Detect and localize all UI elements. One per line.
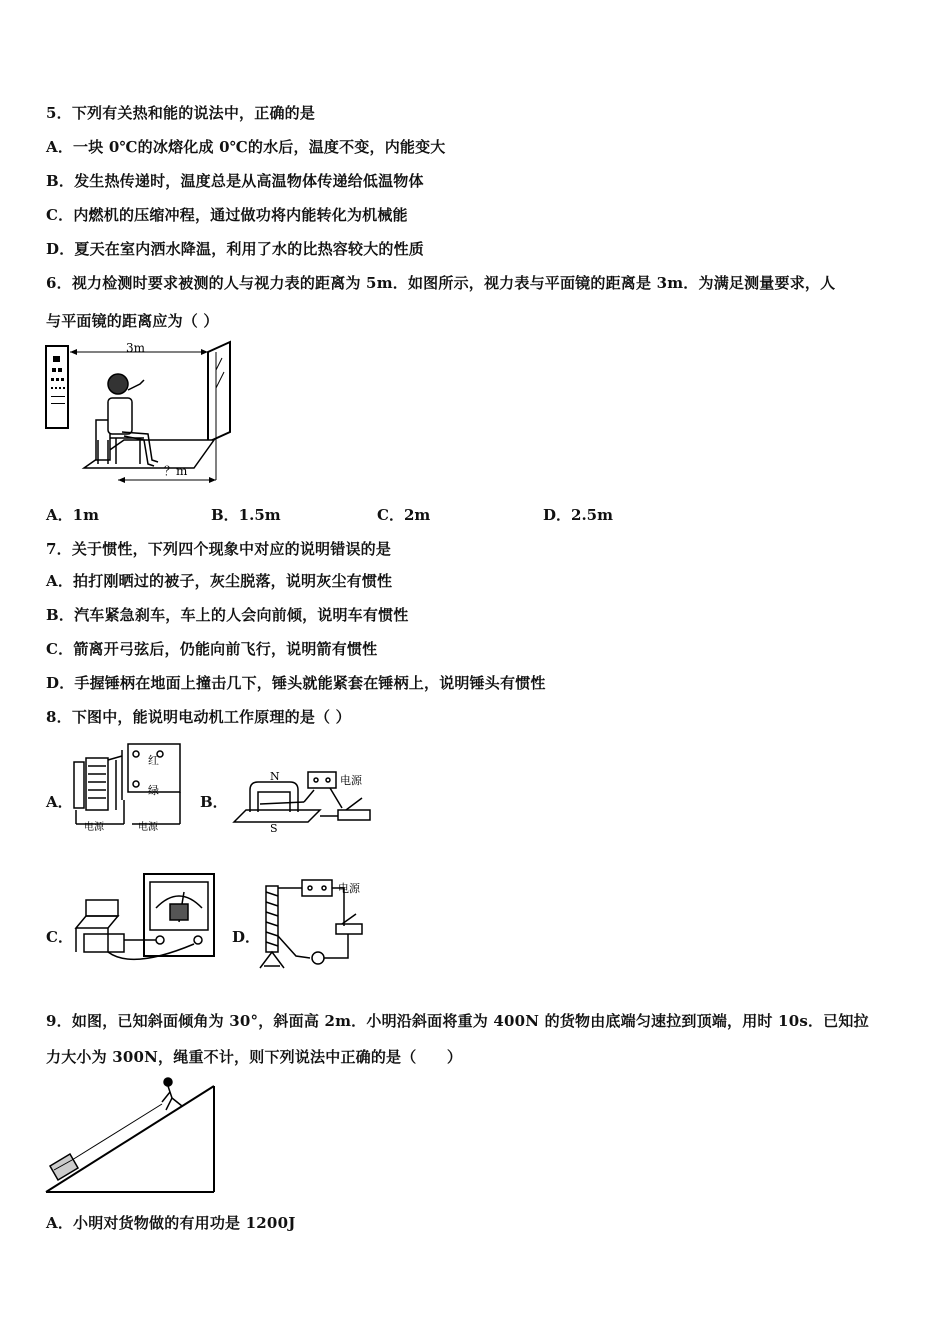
- q6-option-b: B．1.5m: [211, 506, 281, 524]
- q8-a-power-label-1: 电源: [84, 822, 104, 833]
- q6-bottom-distance-label: ？m: [164, 464, 188, 478]
- q8-b-north-label: N: [270, 770, 280, 783]
- cargo-box: [50, 1154, 78, 1180]
- plane-mirror: [208, 342, 230, 442]
- q8-option-d-label: D．: [232, 928, 261, 946]
- q7-option-b: B．汽车紧急刹车，车上的人会向前倾，说明车有惯性: [46, 606, 409, 624]
- q7-option-d: D．手握锤柄在地面上撞击几下，锤头就能紧套在锤柄上，说明锤头有惯性: [46, 674, 546, 692]
- q8-option-c-label: C．: [46, 928, 73, 946]
- q8-stem: 8．下图中，能说明电动机工作原理的是（ ）: [46, 708, 351, 726]
- q8-d-power-label: 电源: [338, 882, 360, 895]
- q7-option-c: C．箭离开弓弦后，仍能向前飞行，说明箭有惯性: [46, 640, 378, 658]
- q8-option-b-label: B．: [200, 793, 228, 811]
- q8-option-a-label: A．: [46, 793, 73, 811]
- q9-stem-line1: 9．如图，已知斜面倾角为 30°，斜面高 2m．小明沿斜面将重为 400N 的货物由底端匀速拉到顶端，用时 10s．已知拉: [46, 1012, 869, 1030]
- q8-a-red-lamp-label: 红: [148, 754, 159, 767]
- q9-option-a: A．小明对货物做的有用功是 1200J: [46, 1214, 296, 1232]
- pull-rope: [72, 1104, 162, 1160]
- q6-option-c: C．2m: [377, 506, 431, 524]
- q5-option-d: D．夏天在室内洒水降温，利用了水的比热容较大的性质: [46, 240, 425, 258]
- q9-incline-figure: [44, 1076, 220, 1196]
- q6-option-d: D．2.5m: [543, 506, 613, 524]
- q8-b-power-label: 电源: [340, 774, 362, 787]
- q5-option-c: C．内燃机的压缩冲程，通过做功将内能转化为机械能: [46, 206, 408, 224]
- q6-top-distance-label: 3m: [126, 341, 146, 355]
- q7-stem: 7．关于惯性，下列四个现象中对应的说明错误的是: [46, 540, 392, 558]
- q8-a-green-lamp-label: 绿: [148, 784, 159, 797]
- q8-figure-d-electromagnet: [256, 876, 370, 972]
- q8-figure-b-magnet-circuit: [230, 768, 376, 834]
- q8-figure-a-relay-circuit: [70, 740, 184, 832]
- q8-figure-c-galvanometer: [72, 870, 222, 972]
- q5-option-a: A．一块 0℃的冰熔化成 0℃的水后，温度不变，内能变大: [46, 138, 446, 156]
- q6-stem-line1: 6．视力检测时要求被测的人与视力表的距离为 5m．如图所示，视力表与平面镜的距离是 3m．为满足测量要求，人: [46, 274, 836, 292]
- q7-option-a: A．拍打刚晒过的被子，灰尘脱落，说明灰尘有惯性: [46, 572, 393, 590]
- q9-stem-line2: 力大小为 300N，绳重不计，则下列说法中正确的是（ ）: [46, 1048, 463, 1066]
- q6-eye-test-figure: [44, 340, 244, 490]
- q5-stem: 5．下列有关热和能的说法中，正确的是: [46, 104, 316, 122]
- q8-b-south-label: S: [270, 822, 278, 835]
- q8-a-power-label-2: 电源: [138, 822, 158, 833]
- q6-option-a: A．1m: [46, 506, 99, 524]
- person-pulling: [162, 1078, 182, 1110]
- q6-stem-line2: 与平面镜的距离应为（ ）: [46, 312, 219, 330]
- q5-option-b: B．发生热传递时，温度总是从高温物体传递给低温物体: [46, 172, 424, 190]
